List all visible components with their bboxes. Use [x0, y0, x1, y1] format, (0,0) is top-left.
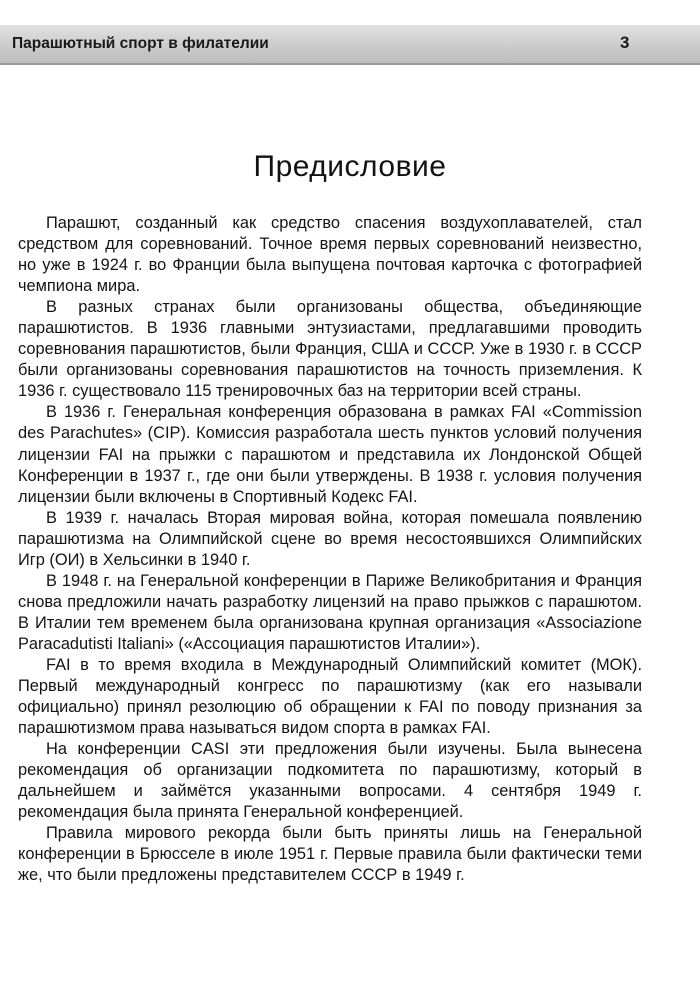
paragraph-4: В 1939 г. началась Вторая мировая война, которая помешала появлению парашютизма на Олимпийской сцене во время несостоявшихся Олимпийских Игр (ОИ) в Хельсинки в 1940 г.: [18, 508, 642, 569]
paragraph-6: FAI в то время входила в Международный Олимпийский комитет (МОК). Первый международный конгресс по парашютизму (как его называли официально) принял резолюцию об обращении к FAI по поводу признания за парашютизмом права называться видом спорта в рамках FAI.: [18, 655, 642, 738]
paragraph-3: В 1936 г. Генеральная конференция образована в рамках FAI «Commission des Parachutes» (CIP). Комиссия разработала шесть пунктов условий получения лицензии FAI на прыжки с парашютом и представила их Лондонской Общей Конференции в 1937 г., где они были утверждены. В 1938 г. условия получения лицензии были включены в Спортивный Кодекс FAI.: [18, 403, 642, 506]
paragraph-1: Парашют, созданный как средство спасения воздухоплавателей, стал средством для соревнований. Точное время первых соревнований неизвестно, но уже в 1924 г. во Франции была выпущена почтовая карточка с фотографией чемпиона мира.: [18, 214, 642, 296]
paragraph-8: Правила мирового рекорда были быть приняты лишь на Генеральной конференции в Брюсселе в июле 1951 г. Первые правила были фактически теми же, что были предложены представителем СССР в 1949 г.: [18, 824, 642, 885]
page-number: 3: [620, 33, 630, 52]
running-header-title: Парашютный спорт в филателии: [12, 35, 269, 52]
paragraph-2: В разных странах были организованы общества, объединяющие парашютистов. В 1936 главными энтузиастами, предлагавшими проводить соревнования парашютистов, были Франция, США и СССР. Уже в 1930 г. в СССР были организованы соревнования парашютистов на точность приземления. К 1936 г. существовало 115 тренировочных баз на территории всей страны.: [18, 298, 642, 401]
paragraph-7: На конференции CASI эти предложения были изучены. Была вынесена рекомендация об организации подкомитета по парашютизму, который в дальнейшем и займётся указанными вопросами. 4 сентября 1949 г. рекомендация была принята Генеральной конференцией.: [18, 740, 642, 822]
page-title: Предисловие: [253, 150, 447, 183]
paragraph-5: В 1948 г. на Генеральной конференции в Париже Великобритания и Франция снова предложили начать разработку лицензий на право прыжков с парашютом. В Италии тем временем была организована крупная организация «Associazione Paracadutisti Italiani» («Ассоциация парашютистов Италии»).: [18, 571, 642, 653]
body-text: [18, 213, 642, 887]
running-header: [0, 25, 700, 65]
